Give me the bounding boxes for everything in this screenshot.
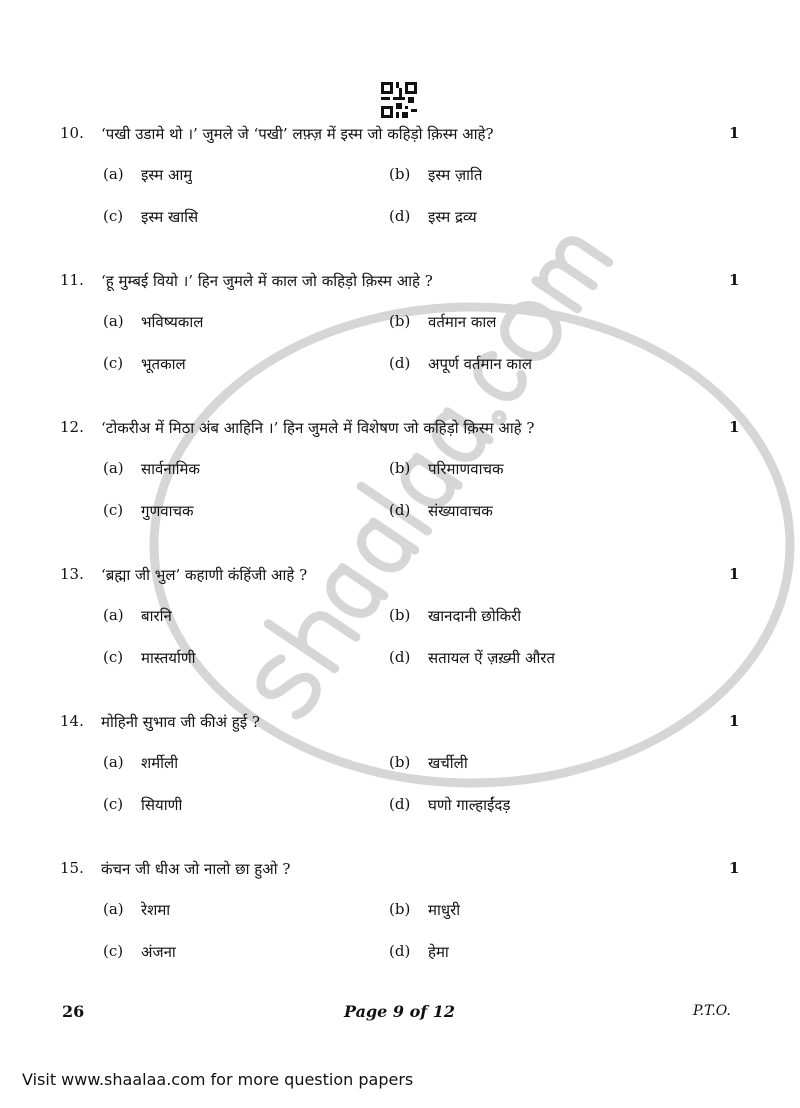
question-text: ‘ब्रह्मा जी भुल’ कहाणी कंहिंजी आहे ? — [101, 566, 308, 584]
paper-code: 26 — [62, 1002, 85, 1021]
option-label: (b) — [389, 753, 411, 771]
option-text: सियाणी — [141, 796, 183, 814]
option-label: (b) — [389, 459, 411, 477]
watermark-lettering — [235, 218, 609, 719]
option-label: (d) — [389, 501, 411, 519]
option-text: सतायल ऐं ज़ख़्मी औरत — [428, 649, 555, 667]
question-number: 15. — [60, 859, 84, 877]
question-marks: 1 — [729, 418, 740, 436]
option-label: (a) — [103, 606, 124, 624]
option-text: मास्तर्याणी — [141, 649, 196, 667]
option-text: खानदानी छोकिरी — [428, 607, 522, 625]
option-label: (c) — [103, 207, 124, 225]
option-label: (c) — [103, 795, 124, 813]
question-number: 12. — [60, 418, 84, 436]
question-text: कंचन जी धीअ जो नालो छा हुओ ? — [101, 860, 291, 878]
option-label: (b) — [389, 165, 411, 183]
option-label: (b) — [389, 312, 411, 330]
option-text: माधुरी — [428, 901, 461, 919]
question-text: मोहिनी सुभाव जी कीअं हुई ? — [101, 713, 260, 731]
option-text: हेमा — [428, 943, 449, 961]
question-number: 11. — [60, 271, 84, 289]
pto-label: P.T.O. — [693, 1003, 731, 1019]
question-number: 10. — [60, 124, 84, 142]
option-text: अपूर्ण वर्तमान काल — [428, 355, 533, 373]
option-label: (c) — [103, 354, 124, 372]
option-text: इस्म ज़ाति — [428, 166, 483, 184]
option-label: (a) — [103, 753, 124, 771]
option-text: खर्चीली — [428, 754, 468, 772]
option-label: (a) — [103, 459, 124, 477]
question-text: ‘हू मुम्बई वियो ।’ हिन जुमले में काल जो कहिड़ो क़िस्म आहे ? — [101, 272, 433, 290]
question-marks: 1 — [729, 712, 740, 730]
option-text: अंजना — [141, 943, 176, 961]
question-marks: 1 — [729, 859, 740, 877]
option-text: संख्यावाचक — [428, 502, 493, 520]
question-marks: 1 — [729, 124, 740, 142]
option-text: भूतकाल — [141, 355, 186, 373]
question-text: ‘पखी उडामे थो ।’ जुमले जे ‘पखी’ लफ़्ज़ में इस्म जो कहिड़ो क़िस्म आहे? — [101, 125, 494, 143]
option-label: (c) — [103, 942, 124, 960]
option-label: (a) — [103, 165, 124, 183]
option-text: इस्म खासि — [141, 208, 199, 226]
option-text: सार्वनामिक — [141, 460, 200, 478]
option-text: बारनि — [141, 607, 172, 625]
question-marks: 1 — [729, 271, 740, 289]
qr-code-icon — [381, 82, 417, 118]
question-number: 14. — [60, 712, 84, 730]
question-marks: 1 — [729, 565, 740, 583]
visit-link-text: Visit www.shaalaa.com for more question papers — [22, 1070, 414, 1089]
option-label: (b) — [389, 606, 411, 624]
option-text: इस्म द्रव्य — [428, 208, 477, 226]
option-label: (c) — [103, 501, 124, 519]
page-number: Page 9 of 12 — [344, 1002, 455, 1021]
option-label: (c) — [103, 648, 124, 666]
option-text: इस्म आमु — [141, 166, 193, 184]
option-text: गुणवाचक — [141, 502, 194, 520]
option-label: (a) — [103, 312, 124, 330]
option-label: (d) — [389, 795, 411, 813]
question-number: 13. — [60, 565, 84, 583]
option-label: (d) — [389, 354, 411, 372]
option-text: परिमाणवाचक — [428, 460, 504, 478]
option-text: रेशमा — [141, 901, 171, 919]
option-text: भविष्यकाल — [141, 313, 204, 331]
option-label: (d) — [389, 648, 411, 666]
option-label: (a) — [103, 900, 124, 918]
option-label: (d) — [389, 207, 411, 225]
option-label: (d) — [389, 942, 411, 960]
question-text: ‘टोकरीअ में मिठा अंब आहिनि ।’ हिन जुमले में विशेषण जो कहिड़ो क़िस्म आहे ? — [101, 419, 535, 437]
option-text: घणो गाल्हाईंदड़ — [428, 796, 511, 814]
option-text: शर्मीली — [141, 754, 179, 772]
option-label: (b) — [389, 900, 411, 918]
option-text: वर्तमान काल — [428, 313, 497, 331]
